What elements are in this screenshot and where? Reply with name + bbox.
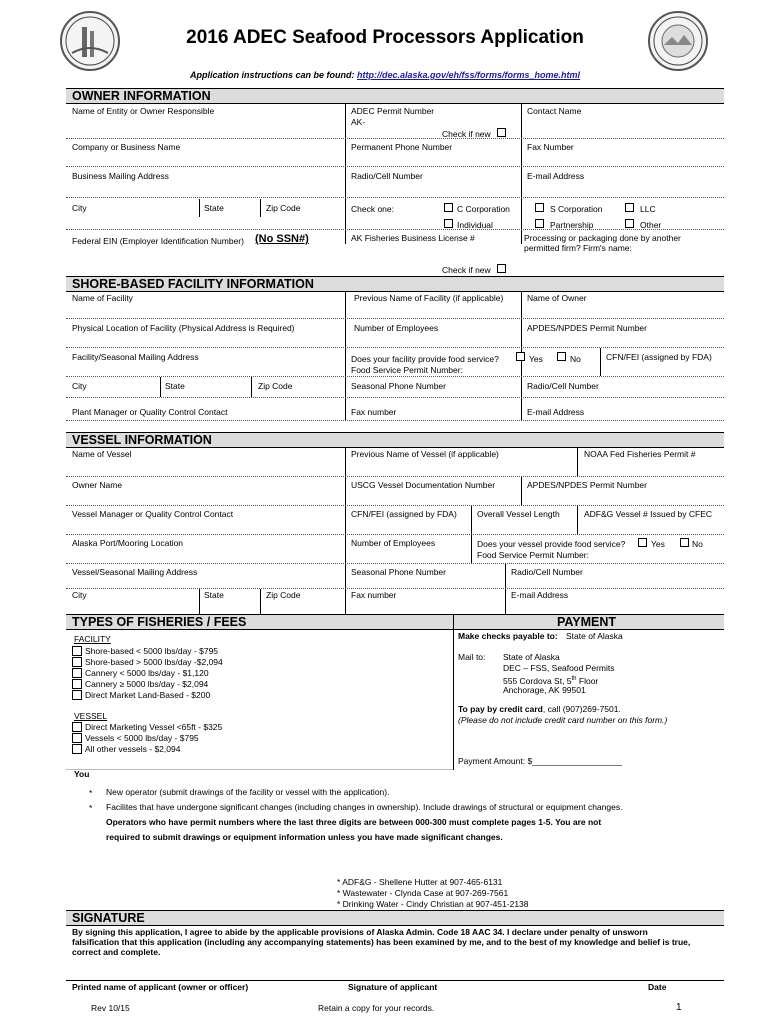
- no-ssn-label: (No SSN#): [255, 233, 309, 245]
- contact-drinking-water: * Drinking Water - Cindy Christian at 907-451-2138: [337, 899, 529, 909]
- printed-name-label: Printed name of applicant (owner or officer): [72, 982, 249, 992]
- facility-food-no-checkbox[interactable]: [557, 352, 566, 361]
- vessel-apdes-label: APDES/NPDES Permit Number: [527, 480, 647, 490]
- company-name-label: Company or Business Name: [72, 142, 181, 152]
- mailing-address-label: Business Mailing Address: [72, 171, 169, 181]
- mail-to-label: Mail to:: [458, 652, 486, 662]
- vessel-manager-label: Vessel Manager or Quality Control Contact: [72, 509, 234, 519]
- facility-cfn-label: CFN/FEI (assigned by FDA): [606, 352, 712, 362]
- facility-food-yes-label: Yes: [529, 354, 543, 364]
- s-corp-checkbox[interactable]: [535, 203, 544, 212]
- vessel-fees-heading: VESSEL: [74, 711, 108, 721]
- contact-name-label: Contact Name: [527, 106, 582, 116]
- vessel-email-label: E-mail Address: [511, 590, 569, 600]
- state-label: State: [204, 203, 224, 213]
- facility-food-yes-checkbox[interactable]: [516, 352, 525, 361]
- vessel-food-yes-label: Yes: [651, 539, 665, 549]
- facility-city-label: City: [72, 381, 87, 391]
- other-label: Other: [640, 220, 662, 230]
- signature-text-2: falsification that this application (including any accompanying statements) has been examined by me, and to the best of my knowledge and belief is true,: [72, 937, 691, 947]
- page-number: 1: [676, 1002, 682, 1013]
- signature-label: Signature of applicant: [348, 982, 438, 992]
- credit-card-phone: , call (907)269-7501.: [542, 704, 621, 714]
- physical-location-label: Physical Location of Facility (Physical Address is Required): [72, 323, 295, 333]
- uscg-label: USCG Vessel Documentation Number: [351, 480, 496, 490]
- facility-food-service-permit: Food Service Permit Number:: [351, 365, 463, 375]
- c-corp-label: C Corporation: [457, 204, 510, 214]
- other-checkbox[interactable]: [625, 219, 634, 228]
- address-line-3-main: 555 Cordova St, 5: [503, 675, 572, 686]
- fee-direct-market: Direct Market Land-Based - $200: [85, 690, 211, 700]
- contact-wastewater: * Wastewater - Clynda Case at 907-269-7561: [337, 888, 509, 898]
- facility-zip-label: Zip Code: [258, 381, 293, 391]
- noaa-permit-label: NOAA Fed Fisheries Permit #: [584, 449, 696, 459]
- adfg-vessel-label: ADF&G Vessel # Issued by CFEC: [584, 509, 713, 519]
- fee-checkbox-direct-market[interactable]: [72, 690, 82, 700]
- business-license-label: AK Fisheries Business License #: [351, 233, 475, 243]
- vessel-food-no-label: No: [692, 539, 703, 549]
- fee-checkbox-cannery-over[interactable]: [72, 679, 82, 689]
- fee-vessel-under: Vessels < 5000 lbs/day - $795: [85, 733, 199, 743]
- s-corp-label: S Corporation: [550, 204, 603, 214]
- signature-text-3: correct and complete.: [72, 947, 161, 957]
- individual-label: Individual: [457, 220, 493, 230]
- vessel-food-service-permit: Food Service Permit Number:: [477, 550, 589, 560]
- address-line-3-end: Floor: [576, 675, 599, 686]
- credit-card-label: To pay by credit card: [458, 704, 543, 714]
- fee-checkbox-direct-vessel[interactable]: [72, 722, 82, 732]
- permanent-phone-label: Permanent Phone Number: [351, 142, 453, 152]
- processing-question: Processing or packaging done by another: [524, 233, 681, 243]
- signature-section-header: SIGNATURE: [66, 910, 724, 926]
- bullet-star-2: *: [89, 803, 93, 813]
- fee-cannery-under: Cannery < 5000 lbs/day - $1,120: [85, 668, 209, 678]
- vessel-mailing-label: Vessel/Seasonal Mailing Address: [72, 567, 198, 577]
- vessel-prev-name-label: Previous Name of Vessel (if applicable): [351, 449, 499, 459]
- vessel-zip-label: Zip Code: [266, 590, 301, 600]
- note-bullet-1: New operator (submit drawings of the facility or vessel with the application).: [106, 787, 390, 797]
- checks-payable-label: Make checks payable to:: [458, 631, 558, 641]
- check-if-new-2-label: Check if new: [442, 265, 491, 275]
- individual-checkbox[interactable]: [444, 219, 453, 228]
- signature-text-1: By signing this application, I agree to abide by the applicable provisions of Alaska Admin. Code 18 AAC 34. I declare under penalty of unsworn: [72, 927, 648, 937]
- vessel-city-label: City: [72, 590, 87, 600]
- entity-name-label: Name of Entity or Owner Responsible: [72, 106, 215, 116]
- instructions-prefix: Application instructions can be found:: [189, 70, 355, 80]
- revision-label: Rev 10/15: [91, 1003, 130, 1013]
- note-bold-1: Operators who have permit numbers where the last three digits are between 000-300 must complete pages 1-5. You are not: [106, 817, 602, 827]
- vessel-employees-label: Number of Employees: [351, 538, 436, 548]
- shore-section-header: SHORE-BASED FACILITY INFORMATION: [66, 276, 724, 292]
- vessel-seasonal-phone-label: Seasonal Phone Number: [351, 567, 446, 577]
- vessel-radio-cell-label: Radio/Cell Number: [511, 567, 583, 577]
- facility-apdes-label: APDES/NPDES Permit Number: [527, 323, 647, 333]
- facility-food-service-question: Does your facility provide food service?: [351, 354, 499, 364]
- email-label: E-mail Address: [527, 171, 585, 181]
- radio-cell-label: Radio/Cell Number: [351, 171, 423, 181]
- fee-direct-vessel: Direct Marketing Vessel <65ft - $325: [85, 722, 223, 732]
- facility-prev-name-label: Previous Name of Facility (if applicable): [354, 293, 504, 303]
- c-corp-checkbox[interactable]: [444, 203, 453, 212]
- note-bold-2: required to submit drawings or equipment information unless you have made significant changes.: [106, 832, 503, 842]
- vessel-food-no-checkbox[interactable]: [680, 538, 689, 547]
- vessel-name-label: Name of Vessel: [72, 449, 132, 459]
- check-if-new-checkbox[interactable]: [497, 128, 506, 137]
- fee-checkbox-shore-over[interactable]: [72, 657, 82, 667]
- port-mooring-label: Alaska Port/Mooring Location: [72, 538, 184, 548]
- address-line-2: DEC – FSS, Seafood Permits: [503, 663, 615, 673]
- you-label: You: [74, 769, 90, 779]
- owner-section-header: OWNER INFORMATION: [66, 88, 724, 104]
- vessel-length-label: Overall Vessel Length: [477, 509, 560, 519]
- retain-copy-note: Retain a copy for your records.: [318, 1003, 435, 1013]
- credit-card-line: [458, 704, 621, 714]
- vessel-food-service-question: Does your vessel provide food service?: [477, 539, 626, 549]
- vessel-fax-label: Fax number: [351, 590, 397, 600]
- facility-food-no-label: No: [570, 354, 581, 364]
- bullet-star-1: *: [89, 788, 93, 798]
- permit-prefix: AK-: [351, 117, 366, 127]
- page-title: 2016 ADEC Seafood Processors Application: [186, 27, 584, 48]
- vessel-state-label: State: [204, 590, 224, 600]
- vessel-owner-name-label: Owner Name: [72, 480, 123, 490]
- address-line-4: Anchorage, AK 99501: [503, 685, 586, 695]
- payment-amount: Payment Amount: $___________________: [458, 756, 622, 766]
- processing-question-2: permitted firm? Firm's name:: [524, 243, 632, 253]
- check-if-new-label: Check if new: [442, 129, 491, 139]
- permit-number-label: ADEC Permit Number: [351, 106, 435, 116]
- credit-card-note: (Please do not include credit card number on this form.): [458, 715, 668, 725]
- date-label: Date: [648, 982, 667, 992]
- fax-number-label: Fax Number: [527, 142, 574, 152]
- check-if-new-2-checkbox[interactable]: [497, 264, 506, 273]
- fee-cannery-over: Cannery ≥ 5000 lbs/day - $2,094: [85, 679, 209, 689]
- fee-checkbox-cannery-under[interactable]: [72, 668, 82, 678]
- ein-label: Federal EIN (Employer Identification Number): [72, 236, 244, 246]
- facility-mailing-label: Facility/Seasonal Mailing Address: [72, 352, 199, 362]
- address-line-3-sup: th: [571, 676, 577, 682]
- instructions-link[interactable]: http://dec.alaska.gov/eh/fss/forms/forms_home.html: [356, 70, 581, 80]
- plant-manager-label: Plant Manager or Quality Control Contact: [72, 407, 228, 417]
- facility-owner-name-label: Name of Owner: [527, 293, 587, 303]
- fee-checkbox-vessel-under[interactable]: [72, 733, 82, 743]
- partnership-label: Partnership: [550, 220, 594, 230]
- fee-checkbox-shore-under[interactable]: [72, 646, 82, 656]
- zip-label: Zip Code: [266, 203, 301, 213]
- note-bullet-2: Facilites that have undergone significant changes (including changes in ownership). Include drawings of structural or equipment changes.: [106, 802, 623, 812]
- llc-label: LLC: [640, 204, 656, 214]
- llc-checkbox[interactable]: [625, 203, 634, 212]
- city-label: City: [72, 203, 87, 213]
- fees-section-header: TYPES OF FISHERIES / FEES: [66, 614, 453, 630]
- checks-payee: State of Alaska: [566, 631, 623, 641]
- vessel-section-header: VESSEL INFORMATION: [66, 432, 724, 448]
- facility-seasonal-phone-label: Seasonal Phone Number: [351, 381, 446, 391]
- vessel-cfn-label: CFN/FEI (assigned by FDA): [351, 509, 457, 519]
- facility-fax-label: Fax number: [351, 407, 397, 417]
- facility-radio-cell-label: Radio/Cell Number: [527, 381, 599, 391]
- fee-shore-under: Shore-based < 5000 lbs/day - $795: [85, 646, 219, 656]
- facility-employees-label: Number of Employees: [354, 323, 439, 333]
- fee-all-vessels: All other vessels - $2,094: [85, 744, 181, 754]
- fee-shore-over: Shore-based > 5000 lbs/day -$2,094: [85, 657, 223, 667]
- contact-adfg: * ADF&G - Shellene Hutter at 907-465-6131: [337, 877, 503, 887]
- facility-name-label: Name of Facility: [72, 293, 133, 303]
- facility-fees-heading: FACILITY: [74, 634, 111, 644]
- partnership-checkbox[interactable]: [535, 219, 544, 228]
- instructions-line: [0, 70, 770, 80]
- fee-checkbox-all-vessels[interactable]: [72, 744, 82, 754]
- check-one-label: Check one:: [351, 204, 394, 214]
- address-line-1: State of Alaska: [503, 652, 560, 662]
- facility-email-label: E-mail Address: [527, 407, 585, 417]
- vessel-food-yes-checkbox[interactable]: [638, 538, 647, 547]
- facility-state-label: State: [165, 381, 185, 391]
- payment-section-header: PAYMENT: [453, 614, 724, 630]
